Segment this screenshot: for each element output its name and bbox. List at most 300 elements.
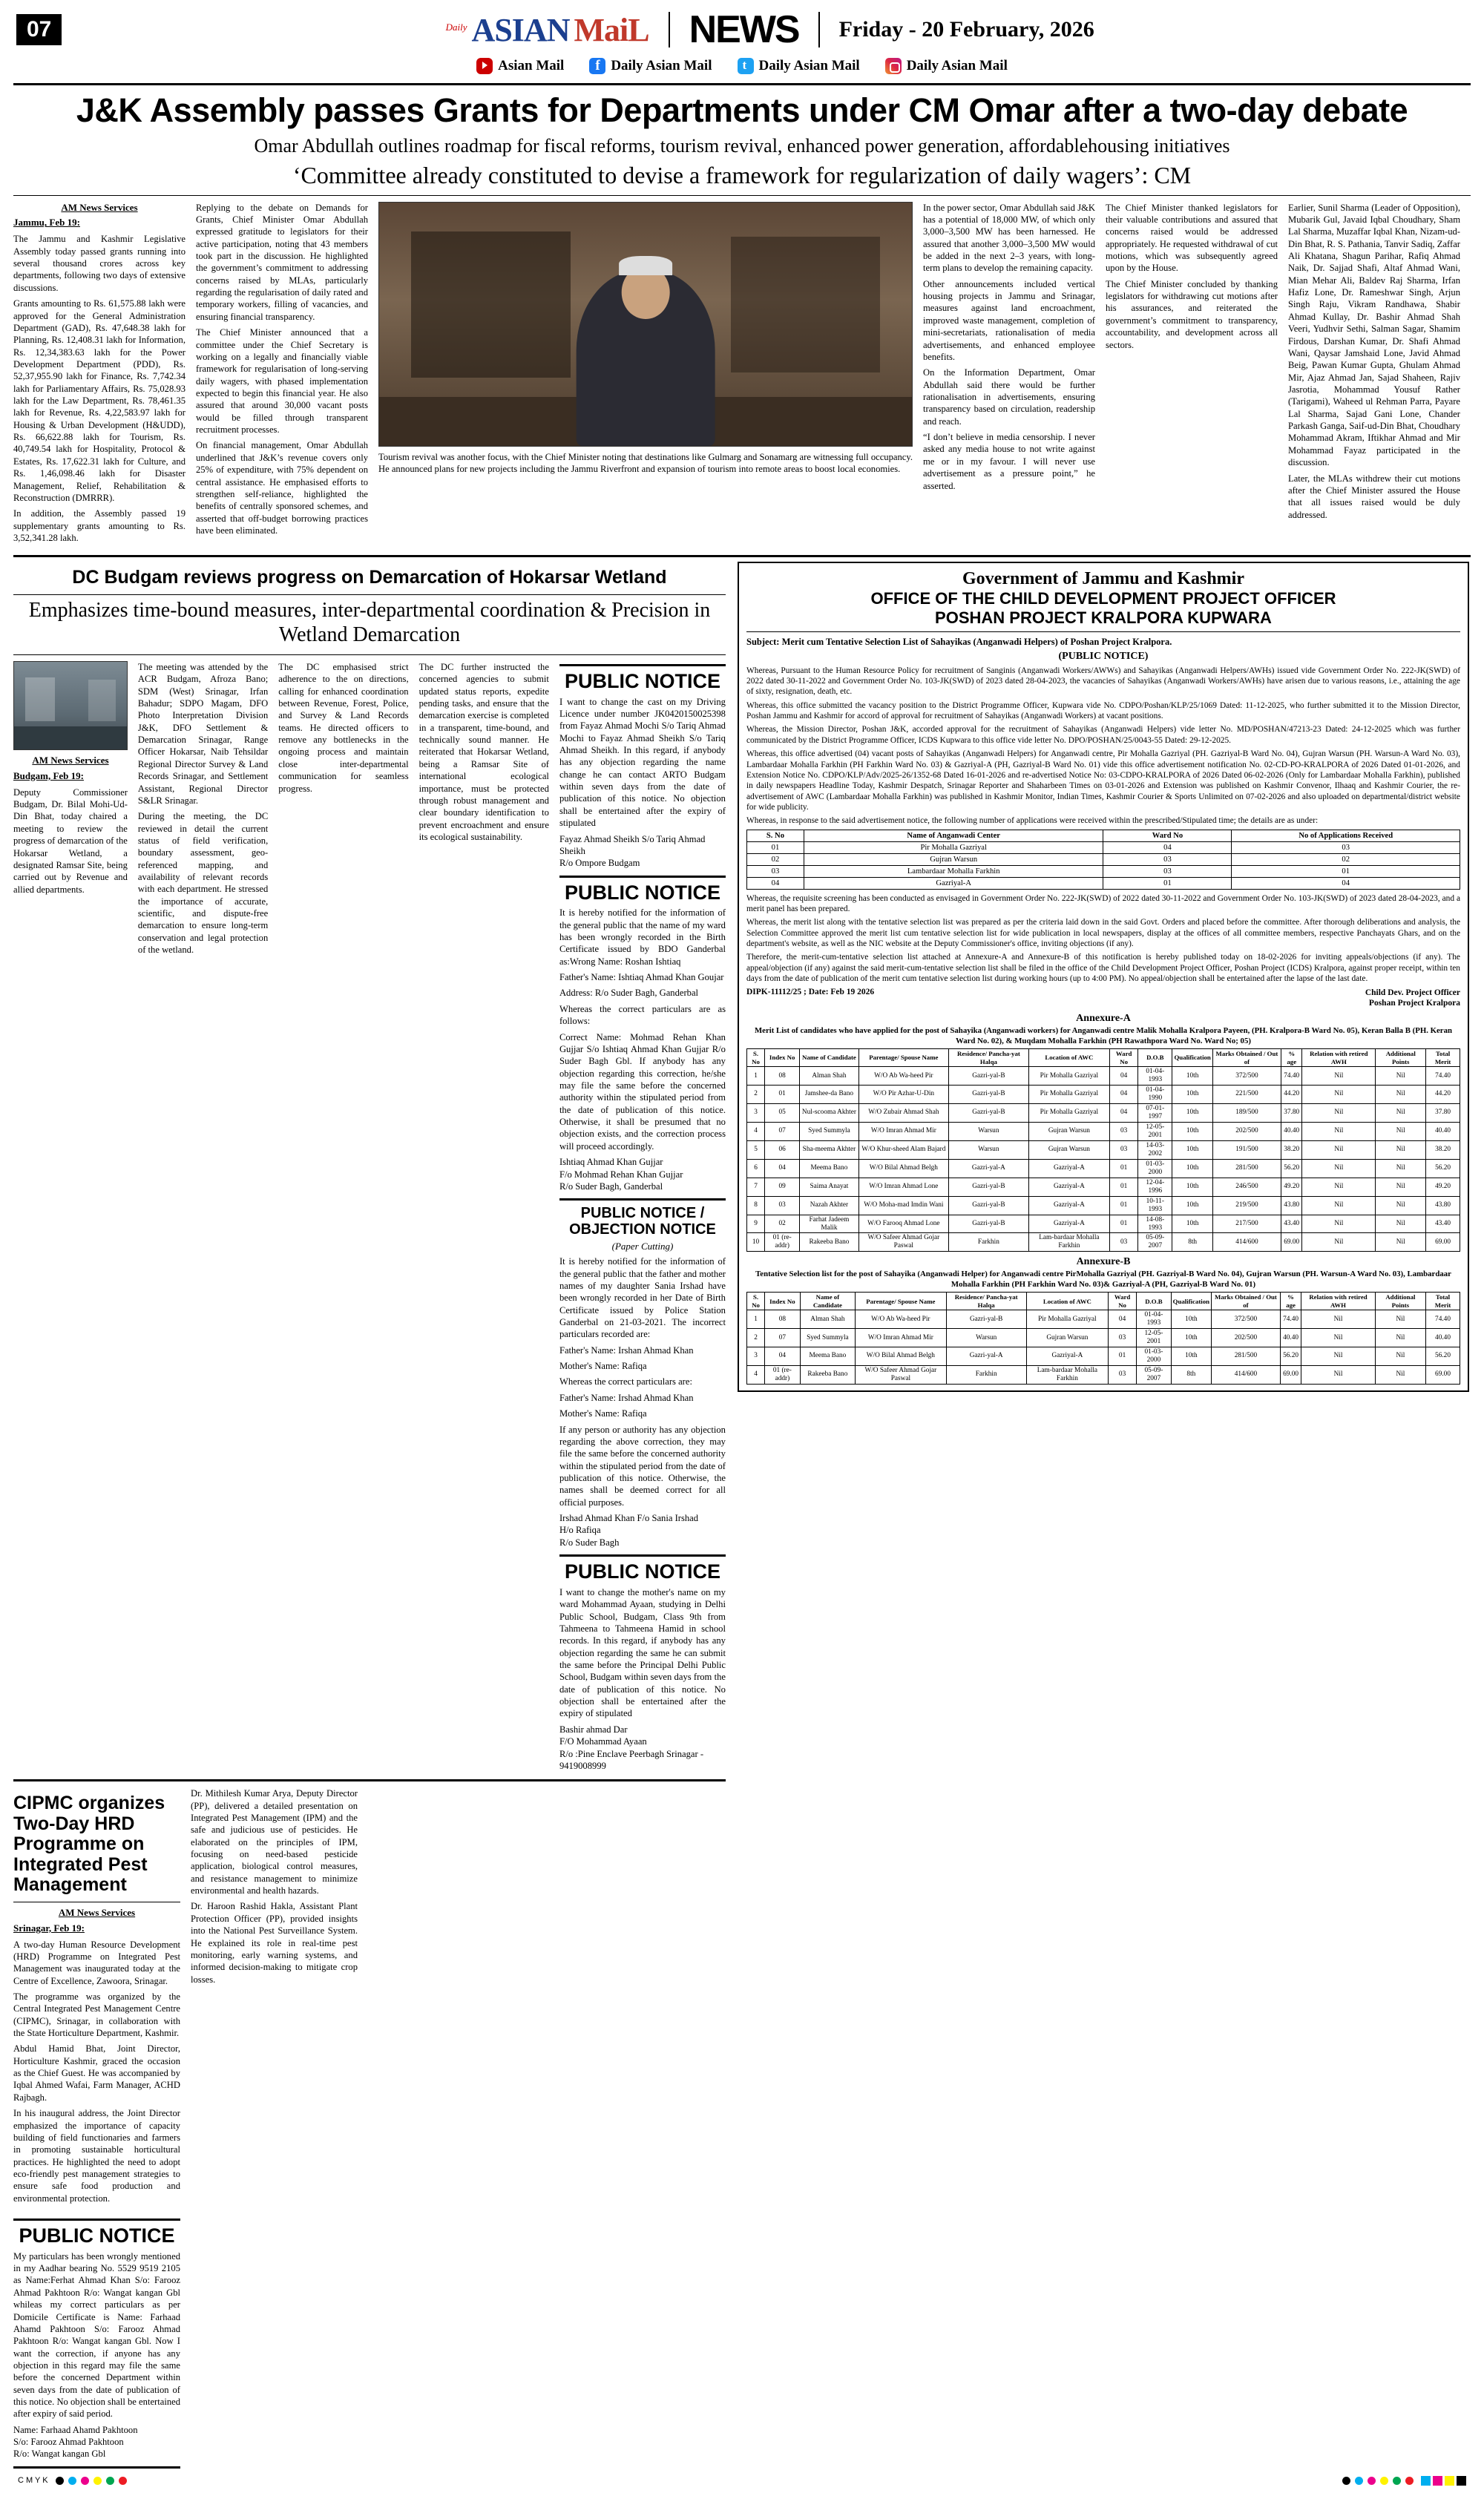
th-ward: Ward No <box>1108 1293 1136 1310</box>
th-qual: Qualification <box>1171 1293 1211 1310</box>
ad-para: Whereas, the merit list along with the tentative selection list was prepared as per the criteria laid down in the said Govt. Orders and placed before the committee. After thorough deliberations and analysis, the Selection Committee approved the merit list cum tentative selection list for wide publication in local newspapers, display at the offices of all committee members, respective Panchayats Ghars, and on the department's website, as well as the NIC website at the Deputy Commissioner's office, inviting objections (if any). <box>746 918 1460 949</box>
merit-cell-6: 03 <box>1108 1329 1136 1347</box>
budgam-col-4 <box>419 661 549 1772</box>
merit-cell-9: 281/500 <box>1212 1347 1281 1366</box>
lead-headline: J&K Assembly passes Grants for Departments under CM Omar after a two-day debate <box>76 91 1408 129</box>
notice-dl-sign <box>559 833 726 870</box>
merit-cell-10: 43.80 <box>1281 1196 1302 1215</box>
merit-cell-2: Meema Bano <box>800 1347 856 1366</box>
social-facebook-label: Daily Asian Mail <box>611 58 712 73</box>
footer-right <box>1342 2476 1466 2486</box>
merit-cell-2: Jamshee-da Bano <box>800 1085 858 1103</box>
merit-cell-8: 10th <box>1172 1140 1212 1159</box>
th-residence: Residence/ Pancha-yat Halqa <box>946 1293 1026 1310</box>
merit-cell-1: 01 (re-addr) <box>765 1365 800 1384</box>
merit-cell-1: 09 <box>765 1178 800 1196</box>
assembly-session-photo <box>378 202 913 447</box>
annexure-b-table <box>746 1292 1460 1385</box>
lead-column-2 <box>196 202 368 548</box>
notice-birth-para: Father's Name: Ishtiaq Ahmad Khan Goujar <box>559 972 724 983</box>
table-row <box>747 1310 1460 1329</box>
merit-cell-13: 74.40 <box>1426 1067 1460 1086</box>
merit-cell-8: 8th <box>1171 1365 1211 1384</box>
publication-logo <box>446 11 649 49</box>
cell-center: Gujran Warsun <box>804 853 1103 865</box>
merit-cell-8: 10th <box>1172 1196 1212 1215</box>
notice-birth-para: Address: R/o Suder Bagh, Ganderbal <box>559 988 699 999</box>
cipmc-dateline: Srinagar, Feb 19: <box>13 1922 85 1934</box>
notice-mother-sign-line: Bashir ahmad Dar <box>559 1724 628 1735</box>
social-youtube[interactable] <box>476 58 564 74</box>
th-apps: No of Applications Received <box>1232 830 1460 841</box>
th-name: Name of Candidate <box>800 1049 858 1067</box>
merit-cell-5: Pir Mohalla Gazriyal <box>1028 1103 1109 1122</box>
merit-cell-1: 07 <box>765 1329 800 1347</box>
notice-mother-sign-line: F/O Mohammad Ayaan <box>559 1736 647 1747</box>
merit-cell-0: 10 <box>747 1233 765 1252</box>
merit-cell-0: 2 <box>747 1329 765 1347</box>
lead-para: The Chief Minister announced that a committee under the Chief Secretary is working on a legally and financially viable framework for regularisation of long-serving daily wagers, with phased implementation expected to begin this financial year. He also assured that around 30,000 vacant posts would be filled through transparent recruitment processes. <box>196 327 368 436</box>
merit-cell-3: W/O Safeer Ahmad Gojar Paswal <box>858 1233 949 1252</box>
merit-cell-1: 07 <box>765 1122 800 1140</box>
merit-cell-13: 44.20 <box>1426 1085 1460 1103</box>
lead-columns <box>13 196 1471 548</box>
notice-objection-sign <box>559 1512 726 1548</box>
merit-cell-3: W/O Ab Wa-heed Pir <box>858 1067 949 1086</box>
notice-column-right <box>559 661 726 1772</box>
th-dob: D.O.B <box>1137 1293 1171 1310</box>
merit-cell-3: W/O Zubair Ahmad Shah <box>858 1103 949 1122</box>
merit-cell-7: 07-01-1997 <box>1138 1103 1172 1122</box>
table-row <box>747 865 1460 877</box>
table-row <box>747 1178 1460 1196</box>
merit-cell-7: 12-04-1996 <box>1138 1178 1172 1196</box>
lead-column-4 <box>923 202 1095 548</box>
merit-cell-11: Nil <box>1302 1233 1376 1252</box>
budgam-para: Deputy Commissioner Budgam, Dr. Bilal Mohi-Ud-Din Bhat, today chaired a meeting to review the progress of demarcation of the Hokarsar Wetland, a designated Ramsar Site, being carried out by Revenue and allied departments. <box>13 786 128 895</box>
merit-cell-12: Nil <box>1376 1103 1426 1122</box>
merit-cell-3: W/O Bilal Ahmad Belgh <box>856 1347 946 1366</box>
annexure-b-note: Tentative Selection list for the post of Sahayika (Anganwadi Helper) for Anganwadi centre PirMohalla Gazriyal (PH. Gazriyal-B Ward No. 04), Gujran Warsun (PH. Warsun-A Ward No. 03), Lambardaar Mohalla Farkhin (PH Farkhin Ward No. 03)& Gazriyal-A (PH, Gazriyal-B Ward No. 01) <box>755 1270 1451 1289</box>
merit-cell-6: 01 <box>1110 1159 1138 1178</box>
lead-para: The Chief Minister concluded by thanking legislators for withdrawing cut motions after his assurances, and reiterated the government’s commitment to transparency, accountability, and development across all sectors. <box>1106 278 1278 350</box>
footer-left-marks: C M Y K <box>18 2476 48 2486</box>
merit-cell-12: Nil <box>1376 1122 1426 1140</box>
merit-cell-9: 372/500 <box>1212 1067 1281 1086</box>
table-row <box>747 1329 1460 1347</box>
merit-cell-1: 01 <box>765 1085 800 1103</box>
government-advertisement <box>738 562 1469 2468</box>
merit-cell-7: 12-05-2001 <box>1138 1122 1172 1140</box>
merit-cell-4: Farkhin <box>949 1233 1029 1252</box>
notice-mother-sign-line: R/o :Pine Enclave Peerbagh Srinagar - 9419008999 <box>559 1748 704 1771</box>
youtube-icon <box>476 58 493 74</box>
merit-cell-6: 01 <box>1110 1215 1138 1233</box>
merit-cell-13: 49.20 <box>1426 1178 1460 1196</box>
notice-mother-sign <box>559 1724 726 1772</box>
budgam-col-photo <box>13 661 128 1772</box>
ad-para: Whereas, the requisite screening has been conducted as envisaged in Government Order No. 222-JK(SWD) of 2022 dated 30-11-2022 and Government Order No. 103-JK(SWD) of 2023 dated 28-04-2023, and a merit panel has been prepared. <box>746 893 1460 914</box>
cipmc-spacer <box>368 1787 724 2208</box>
merit-cell-10: 37.80 <box>1281 1103 1302 1122</box>
merit-cell-6: 04 <box>1110 1103 1138 1122</box>
merit-cell-12: Nil <box>1376 1140 1426 1159</box>
merit-cell-11: Nil <box>1302 1122 1376 1140</box>
merit-cell-3: W/O Khur-sheed Alam Bajard <box>858 1140 949 1159</box>
merit-cell-8: 10th <box>1172 1178 1212 1196</box>
notice-mother-title: PUBLIC NOTICE <box>564 1560 720 1583</box>
footer-registration <box>13 2469 1471 2496</box>
merit-cell-7: 05-09-2007 <box>1137 1365 1171 1384</box>
cell-center: Pir Mohalla Gazriyal <box>804 841 1103 853</box>
merit-cell-12: Nil <box>1375 1310 1425 1329</box>
lead-para: “I don’t believe in media censorship. I never asked any media house to not write against me or in my favour. I will never use advertisement as a pressure point,” he asserted. <box>923 432 1095 491</box>
merit-cell-1: 08 <box>765 1067 800 1086</box>
budgam-col-1 <box>13 750 128 896</box>
th-parentage: Parentage/ Spouse Name <box>856 1293 946 1310</box>
merit-cell-8: 10th <box>1172 1122 1212 1140</box>
lead-para: The Chief Minister thanked legislators for their valuable contributions and assured that concerns raised would be addressed appropriately. He requested withdrawal of cut motions, which was subsequently agreed upon by the House. <box>1106 202 1278 274</box>
merit-cell-2: Rakeeba Bano <box>800 1365 856 1384</box>
table-row <box>747 1159 1460 1178</box>
budgam-subhead: Emphasizes time-bound measures, inter-departmental coordination & Precision in Wetland Demarcation <box>28 598 711 646</box>
notice-aadhaar-bottom-rule <box>13 2466 180 2469</box>
notice-aadhaar-title: PUBLIC NOTICE <box>19 2224 175 2247</box>
budgam-para: The meeting was attended by the ACR Budgam, Afroza Bano; SDM (West) Srinagar, Irfan Bahadur; SDPO Magam, DFO Photo Interpretation Division J&K, DFO Settlement & Demarcation Srinagar, Range Officer Hokarsar, Naib Tehsildar Regional Director Survey & Land Records Srinagar, and Settlement Assistant, Regional Director S&LR Srinagar. <box>137 661 269 806</box>
notice-objection-sign-line: R/o Suder Bagh <box>559 1537 620 1548</box>
merit-cell-7: 12-05-2001 <box>1137 1329 1171 1347</box>
notice-aadhaar-sign <box>13 2424 180 2460</box>
merit-cell-1: 08 <box>765 1310 800 1329</box>
merit-cell-10: 74.40 <box>1280 1310 1301 1329</box>
merit-cell-9: 217/500 <box>1212 1215 1281 1233</box>
merit-cell-13: 56.20 <box>1426 1347 1460 1366</box>
notice-objection-title: PUBLIC NOTICE / OBJECTION NOTICE <box>569 1205 716 1238</box>
th-name: Name of Candidate <box>800 1293 856 1310</box>
notice-dl-sign-line: R/o Ompore Budgam <box>559 858 640 869</box>
merit-cell-11: Nil <box>1302 1067 1376 1086</box>
budgam-col-3 <box>278 661 408 1772</box>
notice-objection-para: Father's Name: Irshad Ahmad Khan <box>559 1392 694 1403</box>
ad-rule <box>746 631 1460 632</box>
logo-asian-text: ASIAN <box>471 11 570 48</box>
cipmc-byline: AM News Services <box>58 1906 136 1918</box>
cell-sno: 03 <box>747 865 804 877</box>
cell-sno: 02 <box>747 853 804 865</box>
merit-cell-13: 69.00 <box>1426 1233 1460 1252</box>
lead-para: Replying to the debate on Demands for Grants, Chief Minister Omar Abdullah expressed gratitude to legislators for their active participation, noting that 43 members took part in the discussion. He highlighted the government’s commitment to addressing concerns raised by MLAs, particularly regarding the regularisation of daily rated and temporary workers, filling of vacancies, and ensuring financial transparency. <box>196 202 368 322</box>
merit-cell-2: Nul-scooma Akhter <box>800 1103 858 1122</box>
budgam-col-2 <box>138 661 268 1772</box>
merit-cell-7: 01-04-1990 <box>1138 1085 1172 1103</box>
cell-ward: 03 <box>1103 865 1232 877</box>
ad-para: Whereas, in response to the said advertisement notice, the following number of applications were received within the prescribed/Stipulated time; the details are as under: <box>746 816 1319 826</box>
ad-signature-row <box>746 988 1460 1009</box>
notice-objection-para: Mother's Name: Rafiqa <box>559 1408 647 1419</box>
social-twitter[interactable] <box>738 58 860 74</box>
th-total: Total Merit <box>1426 1293 1460 1310</box>
notice-objection-subtitle: (Paper Cutting) <box>611 1241 674 1252</box>
merit-cell-12: Nil <box>1376 1085 1426 1103</box>
annexure-b-header-row <box>747 1293 1460 1310</box>
ad-office-title: OFFICE OF THE CHILD DEVELOPMENT PROJECT OFFICER <box>870 589 1336 608</box>
table-row <box>747 1140 1460 1159</box>
merit-cell-6: 01 <box>1108 1347 1136 1366</box>
lead-photo-caption: Tourism revival was another focus, with the Chief Minister noting that destinations like Gulmarg and Sonamarg are witnessing full occupancy. He announced plans for new projects including the Jammu Riverfront and expansion of tourism into remote areas to boost local economies. <box>378 451 913 474</box>
social-facebook[interactable] <box>589 58 712 74</box>
merit-cell-11: Nil <box>1301 1347 1375 1366</box>
merit-cell-13: 69.00 <box>1426 1365 1460 1384</box>
merit-cell-3: W/O Moha-mad Imdin Wani <box>858 1196 949 1215</box>
cipmc-para: The programme was organized by the Central Integrated Pest Management Centre (CIPMC), Srinagar, in collaboration with the State Horticulture Department, Kashmir. <box>13 1991 180 2039</box>
notice-aadhaar-sign-line: Name: Farhaad Ahamd Pakhtoon <box>13 2424 138 2435</box>
notice-birth-sign-line: F/o Mohmad Rehan Khan Gujjar <box>559 1169 683 1180</box>
footer-left <box>18 2476 127 2485</box>
th-total: Total Merit <box>1426 1049 1460 1067</box>
merit-cell-5: Gazriyal-A <box>1026 1347 1108 1366</box>
social-bar <box>13 55 1471 80</box>
merit-cell-1: 03 <box>765 1196 800 1215</box>
notice-birth-title: PUBLIC NOTICE <box>564 881 720 904</box>
merit-cell-4: Farkhin <box>946 1365 1026 1384</box>
merit-cell-5: Pir Mohalla Gazriyal <box>1028 1085 1109 1103</box>
budgam-columns <box>13 655 726 1772</box>
table-row <box>747 1103 1460 1122</box>
merit-cell-3: W/O Imran Ahmad Lone <box>858 1178 949 1196</box>
merit-cell-2: Saima Anayat <box>800 1178 858 1196</box>
merit-cell-13: 56.20 <box>1426 1159 1460 1178</box>
budgam-para: During the meeting, the DC reviewed in detail the current status of field verification, boundary assessment, geo-referenced mapping, and availability of relevant records with each department. He stressed the importance of accurate, scientific, and dispute-free demarcation to ensure long-term conservation and legal protection of the wetland. <box>137 811 269 956</box>
merit-cell-4: Gazri-yal-B <box>949 1103 1029 1122</box>
merit-cell-6: 03 <box>1110 1122 1138 1140</box>
merit-cell-11: Nil <box>1301 1329 1375 1347</box>
notice-objection-para: Mother's Name: Rafiqa <box>559 1361 647 1372</box>
merit-cell-2: Sha-meema Akhter <box>800 1140 858 1159</box>
cell-apps: 04 <box>1232 877 1460 889</box>
merit-cell-12: Nil <box>1376 1196 1426 1215</box>
cipmc-section <box>13 1781 726 2208</box>
ad-body-2 <box>746 890 1460 985</box>
cell-apps: 02 <box>1232 853 1460 865</box>
lead-column-5 <box>1106 202 1278 548</box>
annexure-a-title: Annexure-A <box>1076 1013 1131 1025</box>
merit-cell-5: Gujran Warsun <box>1028 1140 1109 1159</box>
lead-para: In addition, the Assembly passed 19 supplementary grants amounting to Rs. 3,52,341.28 lakh. <box>13 508 186 543</box>
notice-objection-sign-line: Irshad Ahmad Khan F/o Sania Irshad <box>559 1513 699 1524</box>
merit-cell-5: Gazriyal-A <box>1028 1215 1109 1233</box>
merit-cell-3: W/O Farooq Ahmad Lone <box>858 1215 949 1233</box>
merit-cell-5: Gazriyal-A <box>1028 1196 1109 1215</box>
lead-para: Earlier, Sunil Sharma (Leader of Opposition), Mubarik Gul, Javaid Iqbal Choudhary, Sham Lal Sharma, Muzaffar Iqbal Khan, Nizam-ud-Din Bhat, R. S. Pathania, Tanvir Sadiq, Zaffar Ali Khatana, Shagun Parihar, Rafiq Ahmad Naik, Dr. Sajjad Shafi, Altaf Ahmad Wani, Mian Mehar Ali, Baldev Raj Sharma, Irfan Hafiz Lone, Dr. Rameshwar Singh, Arjun Singh Raju, Vikram Randhawa, Shabir Ahmad Kullay, Dr. Bashir Ahmad Shah Veeri, Yudhvir Sethi, Salman Sagar, Shamim Firdous, Darshan Kumar, Dr. Shafi Ahmad Wani, Qaysar Jamshaid Lone, Javid Ahmad Beig, Pawan Kumar Gupta, Ghulam Ahmad Mir, Ajaz Ahmad Jan, Sajad Shaheen, Rajiv Jasrotia, Mohammad Yousuf Rather (Tarigami), Waheed ul Rehman Parra, Payare Lal Sharma, Sajad Gani Lone, Chander Parkash Ganga, Saif-ud-Din Bhat, Choudhary Mohammad Akram, Iftikhar Ahmad and Mir Mohammad Fayaz participated in the discussion. <box>1288 202 1460 468</box>
merit-cell-10: 74.40 <box>1281 1067 1302 1086</box>
notice-birth-sign-line: Ishtiaq Ahmad Khan Gujjar <box>559 1157 663 1168</box>
lead-column-6 <box>1288 202 1460 548</box>
ad-para: Whereas, this office submitted the vacancy position to the District Programme Officer, Kupwara vide No. CDPO/Poshan/KLP/25/1069 Dated: 11-12-2025, who further submitted it to the Mission Director, Poshan Jammu and Kashmir for accord of approval for recruitment of Sahayikas (Anganwadi Workers) at vacant positions. <box>746 700 1460 721</box>
lead-subhead-2: ‘Committee already constituted to devise a framework for regularization of daily wagers’: CM <box>292 161 1192 188</box>
ad-para: Whereas, Pursuant to the Human Resource Policy for recruitment of Sanginis (Anganwadi Workers/AWWs) and Sahayikas (Anganwadi Helpers/AWHs) issued vide Government Order No. 222-JK(SWD) of 2022 dated 30-11-2022 and Government Order No. 103-JK(SWD) of 2023 dated 28-04-2023, the vacancies of Sahayikas (Anganwadi Workers/AWHs) have arisen due to various reasons, i.e., attaining the age of sixty, resignation, death, etc. <box>746 666 1460 697</box>
merit-cell-0: 2 <box>747 1085 765 1103</box>
social-instagram[interactable] <box>885 58 1008 74</box>
logo-mail-text: MaiL <box>574 11 649 48</box>
merit-cell-1: 06 <box>765 1140 800 1159</box>
instagram-icon <box>885 58 902 74</box>
notice-mother-body <box>559 1586 726 1720</box>
merit-cell-5: Lam-bardaar Mohalla Farkhin <box>1026 1365 1108 1384</box>
notice-mother-para: I want to change the mother's name on my ward Mohammad Ayaan, studying in Delhi Public School, Budgam, Class 9th from Tahmeena to Tahmeena Hamid in school records. In this regard, if anybody has any objection regarding the same he can submit the same before the Principal Delhi Public School, Budgam within seven days from the date of publication of this notice. No objection shall be entertained after the expiry of stipulated <box>559 1586 726 1719</box>
merit-cell-2: Rakeeba Bano <box>800 1233 858 1252</box>
merit-cell-12: Nil <box>1376 1233 1426 1252</box>
merit-cell-13: 40.40 <box>1426 1329 1460 1347</box>
merit-cell-8: 10th <box>1171 1329 1211 1347</box>
notice-objection-para: It is hereby notified for the information of the general public that the father and mother names of my daughter Sania Irshad have been wrongly recorded in her Date of Birth Certificate issued by Police Station Ganderbal on 21-03-2021. The incorrect particulars recorded are: <box>559 1256 726 1340</box>
merit-cell-10: 44.20 <box>1281 1085 1302 1103</box>
merit-cell-8: 10th <box>1172 1159 1212 1178</box>
footer-right-squares <box>1421 2476 1466 2486</box>
ad-signature <box>1365 988 1460 1009</box>
annexure-a-header-row <box>747 1049 1460 1067</box>
th-relation: Relation with retired AWH <box>1301 1293 1375 1310</box>
cipmc-para: A two-day Human Resource Development (HRD) Programme on Integrated Pest Management was inaugurated today at the Centre of Excellence, Zawoora, Srinagar. <box>13 1939 180 1986</box>
th-sno: S. No <box>747 1049 765 1067</box>
notice-objection-sign-line: H/o Rafiqa <box>559 1525 601 1536</box>
merit-cell-0: 6 <box>747 1159 765 1178</box>
logo-daily-text: Daily <box>445 21 467 33</box>
merit-cell-7: 14-08-1993 <box>1138 1215 1172 1233</box>
masthead-divider <box>669 12 670 47</box>
budgam-byline: AM News Services <box>32 754 109 766</box>
merit-cell-9: 202/500 <box>1212 1122 1281 1140</box>
merit-cell-12: Nil <box>1376 1215 1426 1233</box>
merit-cell-5: Gujran Warsun <box>1026 1329 1108 1347</box>
merit-cell-7: 14-03-2002 <box>1138 1140 1172 1159</box>
merit-cell-1: 01 (re-addr) <box>765 1233 800 1252</box>
merit-cell-13: 43.40 <box>1426 1215 1460 1233</box>
th-percent: % age <box>1280 1293 1301 1310</box>
masthead-center <box>72 7 1468 52</box>
merit-cell-0: 4 <box>747 1122 765 1140</box>
merit-cell-10: 56.20 <box>1281 1159 1302 1178</box>
th-percent: % age <box>1281 1049 1302 1067</box>
budgam-dateline: Budgam, Feb 19: <box>13 769 84 781</box>
merit-cell-4: Gazri-yal-B <box>949 1215 1029 1233</box>
th-marks: Marks Obtained / Out of <box>1212 1049 1281 1067</box>
ad-dipk: DIPK-11112/25 ; Date: Feb 19 2026 <box>746 987 875 996</box>
notice-birth-sign-line: R/o Suder Bagh, Ganderbal <box>559 1180 663 1192</box>
th-sno: S. No <box>747 830 804 841</box>
budgam-meeting-photo <box>13 661 128 750</box>
merit-cell-11: Nil <box>1302 1215 1376 1233</box>
cipmc-col-2 <box>191 1787 358 2208</box>
notice-objection-para: Whereas the correct particulars are: <box>559 1376 692 1387</box>
lead-para: On the Information Department, Omar Abdullah said there would be further rationalisation in advertisements, ensuring transparency based on circulation, readership and reach. <box>923 367 1095 427</box>
merit-cell-0: 7 <box>747 1178 765 1196</box>
merit-cell-6: 04 <box>1108 1310 1136 1329</box>
th-residence: Residence/ Pancha-yat Halqa <box>949 1049 1029 1067</box>
notice-aadhaar-para: My particulars has been wrongly mentioned in my Aadhar bearing No. 5529 9519 2105 as Name:Ferhat Ahmad Khan S/o: Farooz Ahmad Pakhtoon R/o: Wangat kangan Gbl whileas my correct particulars as per Domicile Certificate is Name: Farhaad Ahamd Pakhtoon S/o: Farooz Ahmad Pakhtoon R/o: Wangat kangan Gbl. Now I want the correction, if anyone has any objection in this regard may file the same before the concerned Department within seven days from the date of publication of this notice. No objection shall be entertained after expiry of said period. <box>13 2250 180 2420</box>
lead-dateline: Jammu, Feb 19: <box>13 217 80 229</box>
merit-cell-3: W/O Imran Ahmad Mir <box>858 1122 949 1140</box>
merit-cell-13: 43.80 <box>1426 1196 1460 1215</box>
merit-cell-2: Farhat Jadeem Malik <box>800 1215 858 1233</box>
lead-para: Later, the MLAs withdrew their cut motions after the Chief Minister assured the House that all issues raised would be duly addressed. <box>1288 473 1460 520</box>
cipmc-left <box>13 1787 180 2208</box>
merit-cell-10: 43.40 <box>1281 1215 1302 1233</box>
footer-left-dots <box>56 2477 127 2485</box>
merit-cell-4: Gazri-yal-B <box>949 1067 1029 1086</box>
merit-cell-0: 8 <box>747 1196 765 1215</box>
merit-cell-8: 10th <box>1172 1067 1212 1086</box>
merit-cell-3: W/O Bilal Ahmad Belgh <box>858 1159 949 1178</box>
budgam-para: The DC emphasised strict adherence to the on directions, calling for enhanced coordination between Revenue, Forest, Police, and Survey & Land Records teams. He directed officers to remove any bottlenecks in the ongoing process and maintain close inter-departmental communication for seamless progress. <box>278 661 409 794</box>
merit-cell-0: 3 <box>747 1347 765 1366</box>
ad-box <box>738 562 1469 1392</box>
merit-cell-3: W/O Ab Wa-heed Pir <box>856 1310 946 1329</box>
notice-birth-sign <box>559 1156 726 1192</box>
th-index: Index No <box>765 1293 800 1310</box>
footer-right-dots <box>1342 2477 1414 2485</box>
merit-cell-0: 1 <box>747 1310 765 1329</box>
notice-birth-para: It is hereby notified for the information of the general public that the name of my ward has been wrongly recorded in the Birth Certificate issued by BDO Ganderbal as:Wrong Name: Roshan Ishtiaq <box>559 907 726 967</box>
th-qual: Qualification <box>1172 1049 1212 1067</box>
merit-cell-2: Alman Shah <box>800 1310 856 1329</box>
merit-cell-6: 03 <box>1110 1233 1138 1252</box>
news-word: NEWS <box>689 8 799 51</box>
cipmc-para: Dr. Haroon Rashid Hakla, Assistant Plant Protection Officer (PP), provided insights into the National Pest Surveillance System. He explained its role in real-time pest monitoring, early warning systems, and informed decision-making to mitigate crop losses. <box>191 1901 358 1985</box>
merit-cell-11: Nil <box>1302 1178 1376 1196</box>
merit-cell-4: Warsun <box>946 1329 1026 1347</box>
annexure-b-body <box>747 1310 1460 1385</box>
merit-cell-13: 37.80 <box>1426 1103 1460 1122</box>
merit-cell-6: 04 <box>1110 1067 1138 1086</box>
ad-para: Whereas, this office advertised (04) vacant posts of Sahayikas (Anganwadi Helpers) for Anganwadi centre, Pir Mohalla Gazriyal (PH. Gazriyal-B Ward No. 04), Gujran Warsun (PH. Warsun-A Ward No. 03), Lambardaar Mohalla Farkhin (PH Farkhin Ward No. 03) & Gazriyal-A (PH, Gazriyal-B Ward No. 01) vide this office advertisement notification No. 02-CD-PO-KRALPORA of 2026 Dated 01-01-2026, and Extension Notice No. CDPO/KLP/Adv/2025-26/1352-68 Dated 16-01-2026 and re-advertised Notice No: 03-CDPO-KRALPORA of 2026 Dated 06-02-2026 (Only for Lambardaar Mohalla Farkhin), published in daily newspapers Headline Today, Kashmir Despatch, Srinagar Reporter and Shaharbeen Times on 03-01-2026 and Extension was published on Kashmir Convenor, Ilhaaq and Kashmir Courier, the re-advertisement of AWC (Lambardaar Mohalla Farkhin) was published in Kashmir Monitor, Indian Times, Kashmir Courier & Sports Unlimited on 07-02-2026 and also uploaded on departmental/district website for wide publicity. <box>746 749 1460 812</box>
lead-byline: AM News Services <box>61 201 138 213</box>
merit-cell-8: 10th <box>1172 1085 1212 1103</box>
lead-para: The Jammu and Kashmir Legislative Assembly today passed grants running into several thousand crores across key departments, following two days of extensive discussions. <box>13 234 186 293</box>
merit-cell-9: 246/500 <box>1212 1178 1281 1196</box>
merit-cell-6: 01 <box>1110 1178 1138 1196</box>
merit-cell-9: 281/500 <box>1212 1159 1281 1178</box>
merit-cell-13: 38.20 <box>1426 1140 1460 1159</box>
notice-objection-para: If any person or authority has any objection regarding the above correction, they may file the same before the concerned authority within the stipulated period from the date of publication of this notice. Otherwise, the names shall be deemed correct for all official purposes. <box>559 1424 726 1508</box>
th-parentage: Parentage/ Spouse Name <box>858 1049 949 1067</box>
merit-cell-6: 03 <box>1108 1365 1136 1384</box>
merit-cell-12: Nil <box>1375 1329 1425 1347</box>
merit-cell-3: W/O Imran Ahmad Mir <box>856 1329 946 1347</box>
page-number: 07 <box>16 14 62 45</box>
cipmc-para: Abdul Hamid Bhat, Joint Director, Horticulture Kashmir, graced the occasion as the Chief Guest. He was accompanied by Iqbal Ahmed Wafai, Farm Manager, ACHD Rajbagh. <box>13 2043 180 2103</box>
merit-cell-5: Gazriyal-A <box>1028 1159 1109 1178</box>
lower-left <box>13 562 726 2468</box>
merit-cell-12: Nil <box>1375 1365 1425 1384</box>
table-row <box>747 1215 1460 1233</box>
merit-cell-5: Gujran Warsun <box>1028 1122 1109 1140</box>
lead-subhead-1: Omar Abdullah outlines roadmap for fiscal reforms, tourism revival, enhanced power generation, affordablehousing initiatives <box>254 134 1230 157</box>
ad-government-title: Government of Jammu and Kashmir <box>962 569 1244 589</box>
ad-para: Therefore, the merit-cum-tentative selection list attached at Annexure-A and Annexure-B of this notification is hereby published today on 18-02-2026 for inviting appeals/objections (if any). The appeal/objection (if any) against the said merit-cum-tentative selection list shall be filed in the office of the Child Development Project Officer, Poshan Project (ICDS) Kralpora, against proper receipt, within ten days from the date of publication of the merit cum tentative selection list during working hours (up to 4:00 PM). No appeal/objection shall be entertained after the lapse of the last date. <box>746 953 1460 984</box>
ad-project-title: POSHAN PROJECT KRALPORA KUPWARA <box>935 608 1272 627</box>
merit-cell-11: Nil <box>1301 1310 1375 1329</box>
table-row <box>747 841 1460 853</box>
merit-cell-10: 40.40 <box>1280 1329 1301 1347</box>
th-marks: Marks Obtained / Out of <box>1212 1293 1281 1310</box>
masthead-divider-2 <box>818 12 820 47</box>
table-row <box>747 1085 1460 1103</box>
cell-ward: 01 <box>1103 877 1232 889</box>
table-row <box>747 877 1460 889</box>
merit-cell-9: 414/600 <box>1212 1233 1281 1252</box>
annexure-a-body <box>747 1067 1460 1252</box>
merit-cell-8: 10th <box>1172 1215 1212 1233</box>
